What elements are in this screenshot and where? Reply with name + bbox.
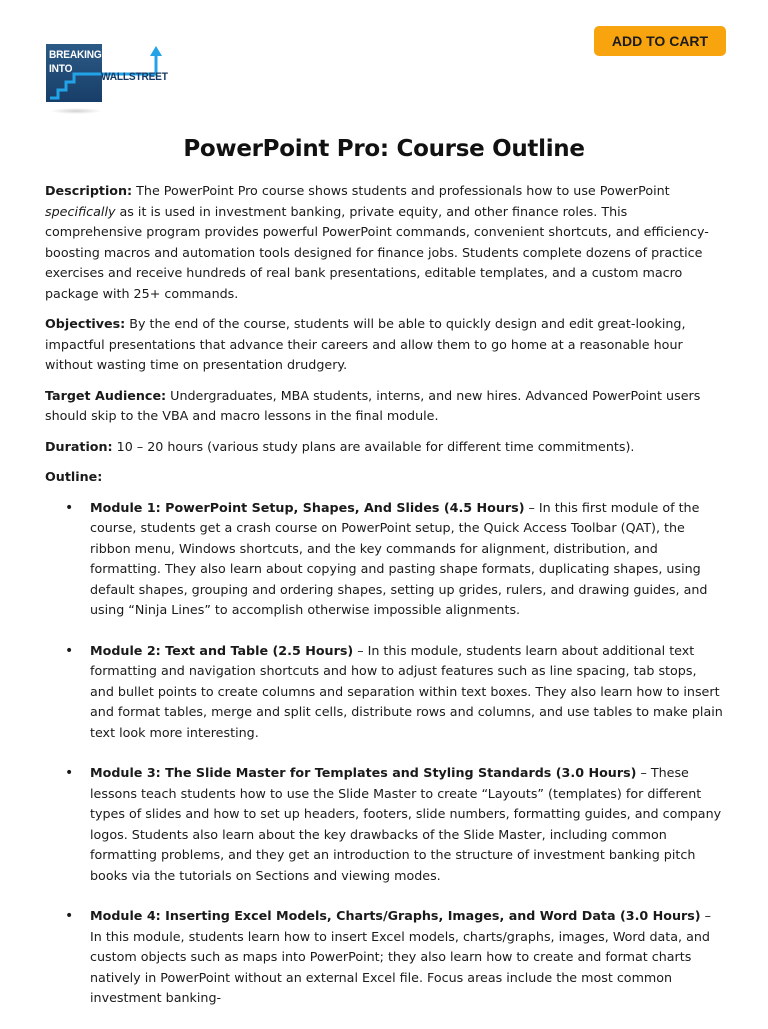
description-emphasis: specifically bbox=[45, 203, 116, 219]
bullet-icon: • bbox=[65, 499, 74, 516]
logo-text-line1: BREAKING bbox=[49, 49, 102, 61]
module-text: – In this first module of the course, students get a crash course on PowerPoint setup, the Quick Access Toolbar (QAT), the ribbon menu, Windows shortcuts, and the key commands for alignment, distribution, and formatting. They also learn about copying and pasting shape formats, duplicating shapes, using default shapes, grouping and ordering shapes, setting up grides, rulers, and drawing guides, and using “Ninja Lines” to accomplish otherwise impossible alignments. bbox=[90, 499, 708, 617]
description-label: Description: bbox=[45, 183, 133, 198]
module-title: Module 2: Text and Table (2.5 Hours) bbox=[90, 642, 354, 658]
module-title: Module 3: The Slide Master for Templates and Styling Standards (3.0 Hours) bbox=[90, 765, 637, 780]
audience-text: Undergraduates, MBA students, interns, and new hires. Advanced PowerPoint users should skip to the VBA and macro lessons in the final module. bbox=[45, 387, 701, 423]
logo-shadow bbox=[50, 108, 102, 114]
list-item bbox=[45, 498, 723, 621]
add-to-cart-button[interactable]: ADD TO CART bbox=[594, 26, 726, 56]
duration-label: Duration: bbox=[45, 438, 113, 454]
page-title: PowerPoint Pro: Course Outline bbox=[183, 136, 585, 162]
module-text: – In this module, students learn how to insert Excel models, charts/graphs, images, Word data, and custom objects such as maps into PowerPoint; they also learn how to create and format charts natively in PowerPoint without an external Excel file. Focus areas include the most common investment banking- bbox=[90, 908, 711, 1005]
logo-text-line2: INTO bbox=[49, 63, 73, 75]
module-title: Module 4: Inserting Excel Models, Charts/Graphs, Images, and Word Data (3.0 Hours) bbox=[90, 908, 701, 923]
objectives-label: Objectives: bbox=[45, 316, 126, 331]
audience-paragraph bbox=[45, 386, 723, 427]
duration-text: 10 – 20 hours (various study plans are available for different time commitments). bbox=[112, 438, 635, 454]
list-item bbox=[45, 641, 723, 744]
module-text: – In this module, students learn about additional text formatting and navigation shortcuts and how to adjust features such as line spacing, tab stops, and bullet points to create columns and separation within text boxes. They also learn how to insert and format tables, merge and split cells, distribute rows and columns, and use tables to make plain text look more interesting. bbox=[90, 642, 723, 740]
objectives-paragraph bbox=[45, 314, 723, 376]
logo-emblem bbox=[46, 44, 102, 102]
description-text-continued: as it is used in investment banking, private equity, and other finance roles. This comprehensive program provides powerful PowerPoint commands, convenient shortcuts, and efficiency-boosting macros and automation tools designed for finance jobs. Students complete dozens of practice exercises and receive hundreds of real bank presentations, editable templates, and a custom macro package with 25+ commands. bbox=[45, 203, 709, 301]
description-text: The PowerPoint Pro course shows students and professionals how to use PowerPoint bbox=[132, 183, 670, 198]
audience-label: Target Audience: bbox=[45, 387, 167, 403]
list-item bbox=[45, 906, 723, 1009]
duration-paragraph bbox=[45, 437, 723, 458]
bullet-icon: • bbox=[65, 642, 74, 659]
bullet-icon: • bbox=[65, 908, 74, 924]
module-list bbox=[45, 498, 723, 1009]
logo-text-line3: WALLSTREET bbox=[101, 71, 168, 83]
company-logo[interactable] bbox=[46, 44, 170, 116]
outline-label: Outline: bbox=[45, 469, 103, 484]
document-body bbox=[45, 181, 723, 1029]
description-paragraph bbox=[45, 181, 723, 304]
list-item bbox=[45, 763, 723, 886]
objectives-text: By the end of the course, students will be able to quickly design and edit great-looking, impactful presentations that advance their careers and allow them to go home at a reasonable hour without wasting time on presentation drudgery. bbox=[45, 316, 686, 372]
module-text: – These lessons teach students how to use the Slide Master to create “Layouts” (templates) for different types of slides and how to set up headers, footers, slide numbers, formatting guides, and company logos. Students also learn about the key drawbacks of the Slide Master, including common formatting problems, and they get an introduction to the structure of investment banking pitch books via the tutorials on Sections and viewing modes. bbox=[90, 765, 722, 883]
bullet-icon: • bbox=[65, 765, 74, 781]
module-title: Module 1: PowerPoint Setup, Shapes, And Slides (4.5 Hours) bbox=[90, 499, 525, 515]
